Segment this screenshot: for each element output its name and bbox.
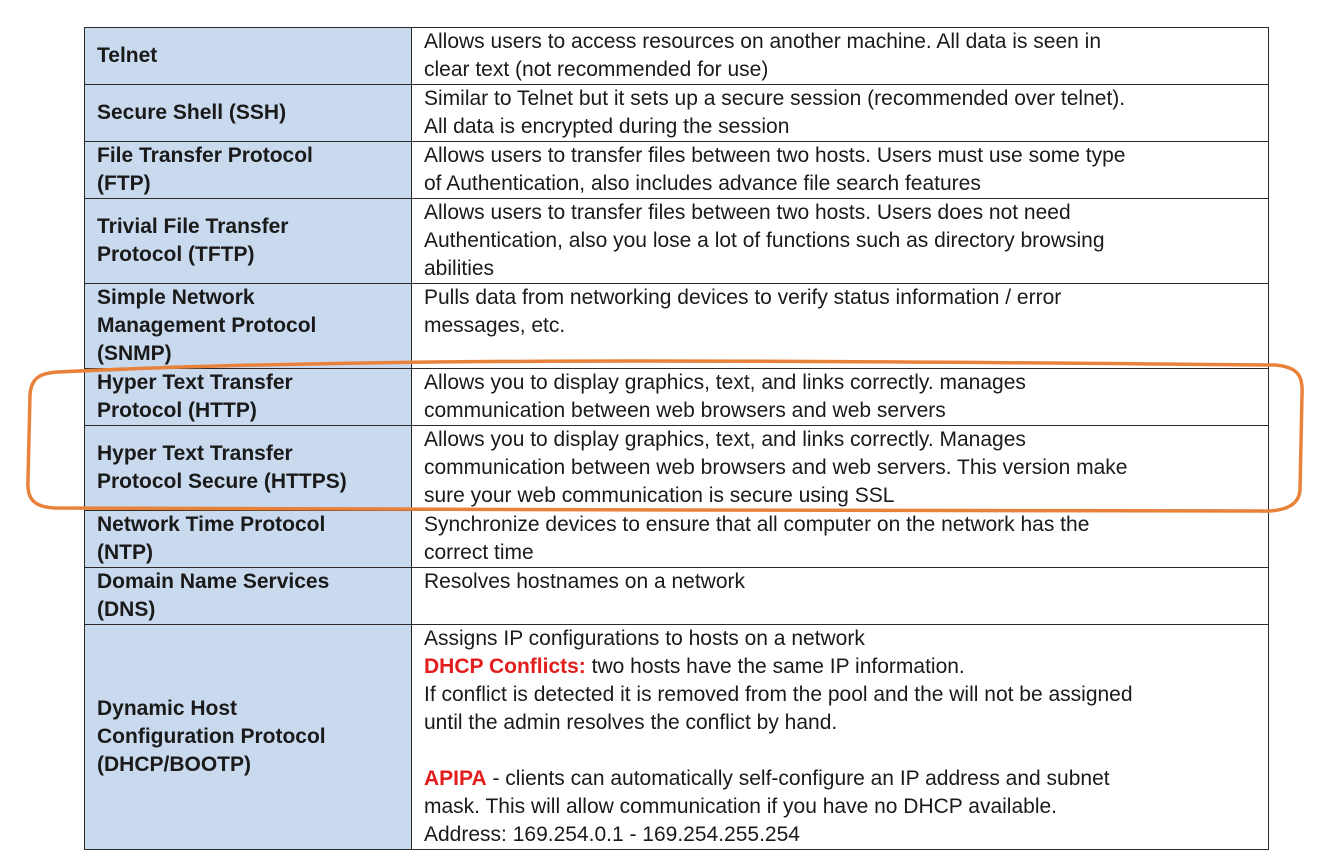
- dhcp-conflicts-text: two hosts have the same IP information.: [585, 655, 965, 678]
- apipa-text: - clients can automatically self-configure an IP address and subnet: [486, 767, 1110, 790]
- protocol-description-cell: [412, 199, 1269, 284]
- description-line: Allows you to display graphics, text, and links correctly. manages: [424, 371, 1026, 394]
- description-line: sure your web communication is secure using SSL: [424, 484, 895, 507]
- protocol-table: [84, 27, 1269, 850]
- description-line: Authentication, also you lose a lot of functions such as directory browsing: [424, 229, 1105, 252]
- protocol-description-cell: [412, 625, 1269, 850]
- description-line: abilities: [424, 257, 495, 280]
- protocol-description-cell: [412, 28, 1269, 85]
- table-row: [85, 199, 1269, 284]
- description-line: until the admin resolves the conflict by hand.: [424, 711, 838, 734]
- description-line: Address: 169.254.0.1 - 169.254.255.254: [424, 823, 800, 846]
- protocol-name-cell: [85, 426, 412, 511]
- protocol-name-cell: [85, 199, 412, 284]
- protocol-name: Hyper Text Transfer: [97, 371, 293, 394]
- protocol-name-cell: [85, 284, 412, 369]
- description-line: Allows you to display graphics, text, and links correctly. Manages: [424, 428, 1026, 451]
- description-line: Allows users to access resources on another machine. All data is seen in: [424, 30, 1102, 53]
- protocol-name: (FTP): [97, 172, 151, 195]
- apipa-label: APIPA: [424, 767, 487, 790]
- protocol-description-cell: [412, 369, 1269, 426]
- protocol-name: Management Protocol: [97, 314, 317, 337]
- description-line: Allows users to transfer files between two hosts. Users does not need: [424, 201, 1071, 224]
- protocol-name: (SNMP): [97, 342, 172, 365]
- protocol-name: Configuration Protocol: [97, 725, 326, 748]
- protocol-name: File Transfer Protocol: [97, 144, 313, 167]
- description-line: correct time: [424, 541, 534, 564]
- table-row: [85, 85, 1269, 142]
- table-row: [85, 426, 1269, 511]
- protocol-name: Network Time Protocol: [97, 513, 326, 536]
- protocol-name: Protocol Secure (HTTPS): [97, 470, 347, 493]
- description-line: communication between web browsers and web servers: [424, 399, 946, 422]
- protocol-description-cell: [412, 284, 1269, 369]
- table-row: [85, 625, 1269, 850]
- protocol-name: Trivial File Transfer: [97, 215, 289, 238]
- description-line: mask. This will allow communication if you have no DHCP available.: [424, 795, 1057, 818]
- description-line: clear text (not recommended for use): [424, 58, 769, 81]
- protocol-name: Secure Shell (SSH): [97, 101, 287, 124]
- protocol-name-cell: [85, 625, 412, 850]
- description-line: All data is encrypted during the session: [424, 115, 790, 138]
- protocol-description-cell: [412, 511, 1269, 568]
- table-row: [85, 284, 1269, 369]
- protocol-name: Telnet: [97, 44, 158, 67]
- protocol-name: Protocol (TFTP): [97, 243, 255, 266]
- protocol-name-cell: [85, 511, 412, 568]
- protocol-name: (DHCP/BOOTP): [97, 753, 251, 776]
- protocol-description-cell: [412, 426, 1269, 511]
- description-line: Allows users to transfer files between two hosts. Users must use some type: [424, 144, 1126, 167]
- description-line: Synchronize devices to ensure that all computer on the network has the: [424, 513, 1090, 536]
- protocol-name: Hyper Text Transfer: [97, 442, 293, 465]
- protocol-name: (NTP): [97, 541, 153, 564]
- description-line: messages, etc.: [424, 314, 566, 337]
- protocol-name-cell: [85, 28, 412, 85]
- description-line: Resolves hostnames on a network: [424, 570, 745, 593]
- protocol-name: Protocol (HTTP): [97, 399, 257, 422]
- protocol-description-cell: [412, 568, 1269, 625]
- table-row: [85, 568, 1269, 625]
- table-row: [85, 369, 1269, 426]
- table-row: [85, 142, 1269, 199]
- description-line: If conflict is detected it is removed from the pool and the will not be assigned: [424, 683, 1133, 706]
- table-row: [85, 511, 1269, 568]
- protocol-name: Dynamic Host: [97, 697, 238, 720]
- protocol-name: (DNS): [97, 598, 156, 621]
- description-line: communication between web browsers and web servers. This version make: [424, 456, 1128, 479]
- protocol-description-cell: [412, 142, 1269, 199]
- dhcp-conflicts-label: DHCP Conflicts:: [424, 655, 586, 678]
- table-row: [85, 28, 1269, 85]
- blank-line: [424, 737, 1260, 765]
- protocol-name-cell: [85, 85, 412, 142]
- description-line: Assigns IP configurations to hosts on a network: [424, 627, 865, 650]
- description-line: [424, 653, 1260, 681]
- protocol-description-cell: [412, 85, 1269, 142]
- protocol-name-cell: [85, 142, 412, 199]
- protocol-name-cell: [85, 369, 412, 426]
- protocol-name: Domain Name Services: [97, 570, 330, 593]
- protocol-name: Simple Network: [97, 286, 255, 309]
- description-line: Pulls data from networking devices to verify status information / error: [424, 286, 1062, 309]
- protocol-name-cell: [85, 568, 412, 625]
- description-line: [424, 765, 1260, 793]
- description-line: of Authentication, also includes advance file search features: [424, 172, 981, 195]
- description-line: Similar to Telnet but it sets up a secure session (recommended over telnet).: [424, 87, 1126, 110]
